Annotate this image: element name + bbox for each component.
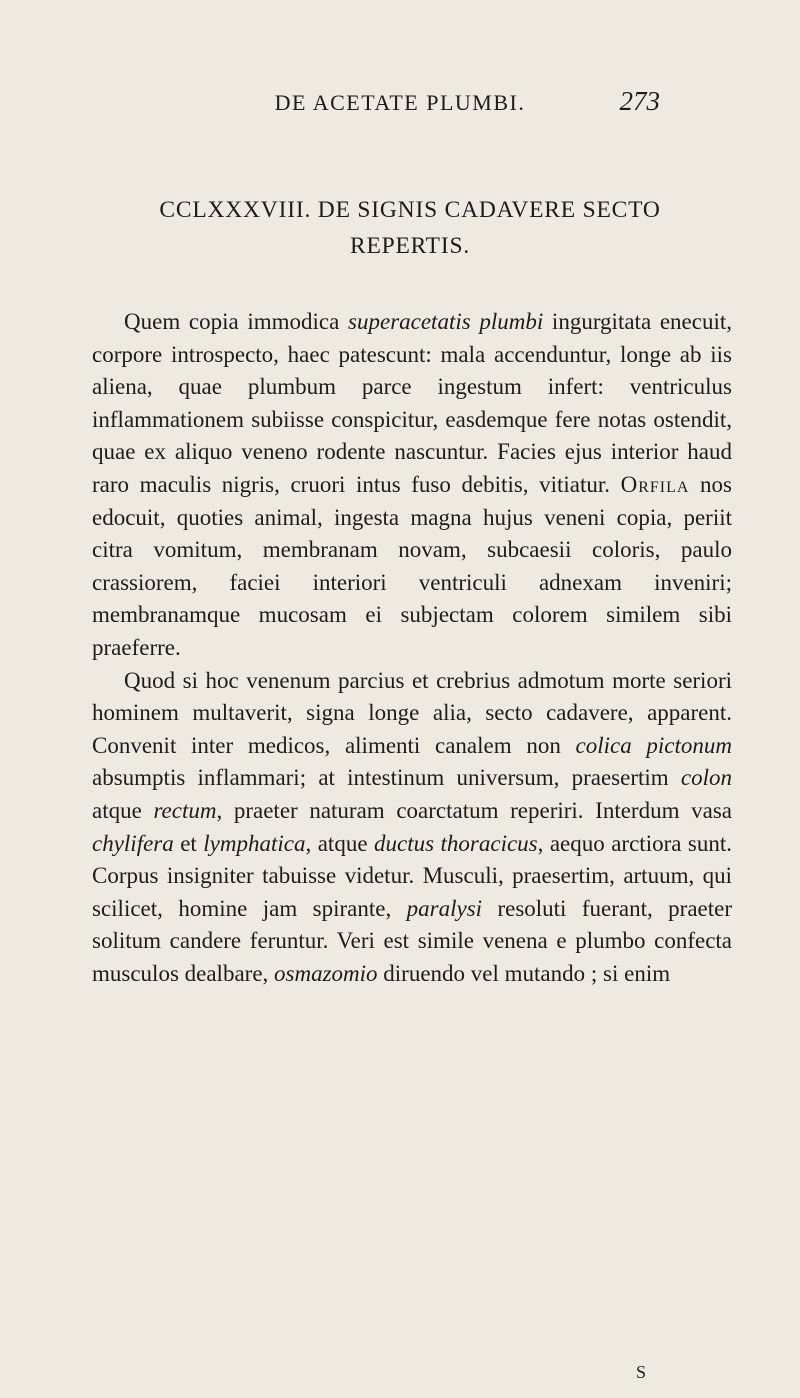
text-run: , aequo arctiora sunt. Corpus insigniter tabuisse videtur. Musculi, praesertim, artuum, qui scilicet, homine jam spirante, (92, 830, 733, 921)
signature-mark: S (636, 1362, 647, 1382)
paragraph-1 (92, 306, 732, 665)
text-run: , atque (305, 830, 374, 856)
italic-term: colica pictonum (575, 732, 733, 758)
text-run: absumptis inflammari; at intestinum universum, praesertim (92, 765, 681, 791)
page-number: 273 (619, 86, 660, 116)
text-run: Quod si hoc venenum parcius et crebrius admotum morte seriori hominem multaverit, signa longe alia, secto cadavere, apparent. Convenit inter medicos, alimenti canalem non (92, 667, 732, 758)
text-run: atque (92, 797, 154, 823)
italic-term: lymphatica (203, 830, 306, 856)
text-run: nos edocuit, quoties animal, ingesta magna hujus veneni copia, periit citra vomitum, membranam novam, subcaesii coloris, paulo crassiorem, faciei interiori ventriculi adnexam inveniri; membranamque mucosam ei subjectam colorem similem sibi praeferre. (92, 471, 733, 660)
text-run: Quem copia immodica (124, 309, 349, 334)
text-run: et (173, 830, 204, 856)
text-run: resoluti fuerant, praeter solitum candere feruntur. Veri est simile venena e plumbo confecta musculos dealbare, (92, 895, 733, 986)
italic-term: ductus thoracicus (374, 830, 538, 856)
section-heading-line-2: REPERTIS. (349, 233, 471, 259)
text-run: , praeter naturam coarctatum reperiri. Interdum vasa (216, 797, 732, 823)
section-heading (90, 192, 730, 264)
author-name: Orfila (620, 471, 690, 497)
running-title: DE ACETATE PLUMBI. (274, 90, 526, 115)
italic-term: paralysi (406, 895, 483, 921)
text-run: ingurgitata enecuit, corpore introspecto, haec patescunt: mala accenduntur, longe ab iis aliena, quae plumbum parce ingestum infert: ventriculus inflammationem subiisse conspicitur, easdemque fere notas ostendit, quae ex aliquo veneno rodente nascuntur. Facies ejus interior haud raro maculis nigris, cruori intus fuso debitis, vitiatur. (92, 309, 732, 497)
section-heading-line-1: CCLXXXVIII. DE SIGNIS CADAVERE SECTO (159, 197, 661, 223)
italic-term: chylifera (92, 830, 174, 856)
running-head (0, 86, 800, 126)
italic-term: osmazomio (274, 960, 378, 986)
italic-term: rectum (153, 797, 217, 823)
body-text (92, 306, 732, 990)
paragraph-2 (92, 665, 732, 991)
text-run: diruendo vel mutando ; si enim (377, 960, 671, 986)
italic-term: superacetatis plumbi (348, 309, 544, 334)
italic-term: colon (680, 765, 732, 791)
